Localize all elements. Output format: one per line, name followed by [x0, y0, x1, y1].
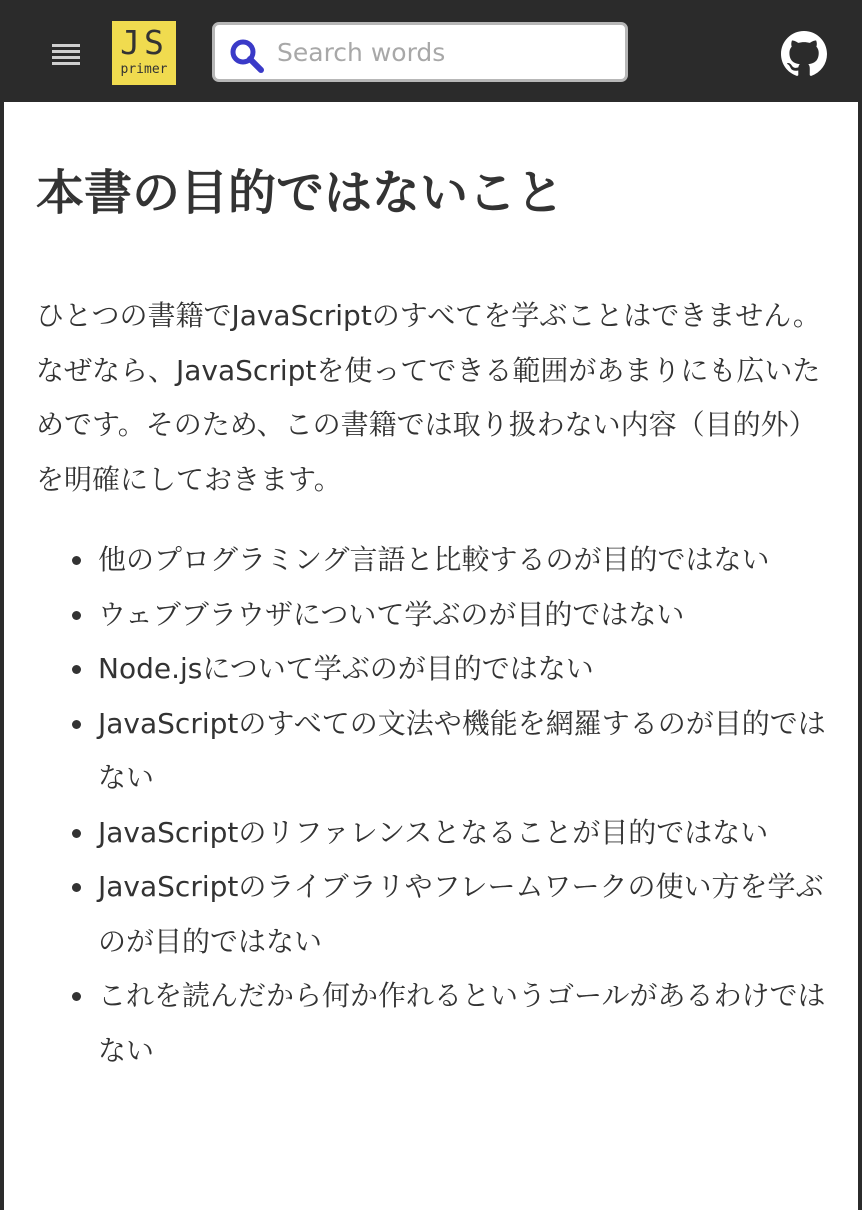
hamburger-menu-icon[interactable] [46, 38, 86, 72]
list-item: Node.jsについて学ぶのが目的ではない [98, 642, 828, 697]
list-item: 他のプログラミング言語と比較するのが目的ではない [98, 533, 828, 588]
list-item: JavaScriptのすべての文法や機能を網羅するのが目的ではない [98, 697, 828, 806]
top-bar [0, 0, 862, 102]
search-icon [229, 38, 265, 74]
logo-primer-text: primer [120, 62, 168, 77]
list-item: JavaScriptのライブラリやフレームワークの使い方を学ぶのが目的ではない [98, 860, 828, 969]
non-goals-list [98, 533, 828, 1078]
github-icon[interactable] [781, 31, 827, 77]
logo-js-text: JS [120, 23, 168, 62]
page-title: 本書の目的ではないこと [36, 165, 565, 221]
list-item: これを読んだから何か作れるというゴールがあるわけではない [98, 969, 828, 1078]
js-primer-logo[interactable] [112, 21, 176, 85]
search-box[interactable] [212, 22, 628, 82]
search-input[interactable] [277, 33, 617, 71]
list-item: JavaScriptのリファレンスとなることが目的ではない [98, 806, 828, 861]
list-item: ウェブブラウザについて学ぶのが目的ではない [98, 588, 828, 643]
intro-paragraph: ひとつの書籍でJavaScriptのすべてを学ぶことはできません。なぜなら、JavaScriptを使ってできる範囲があまりにも広いためです。そのため、この書籍では取り扱わない内容（目的外）を明確にしておきます。 [36, 299, 821, 496]
